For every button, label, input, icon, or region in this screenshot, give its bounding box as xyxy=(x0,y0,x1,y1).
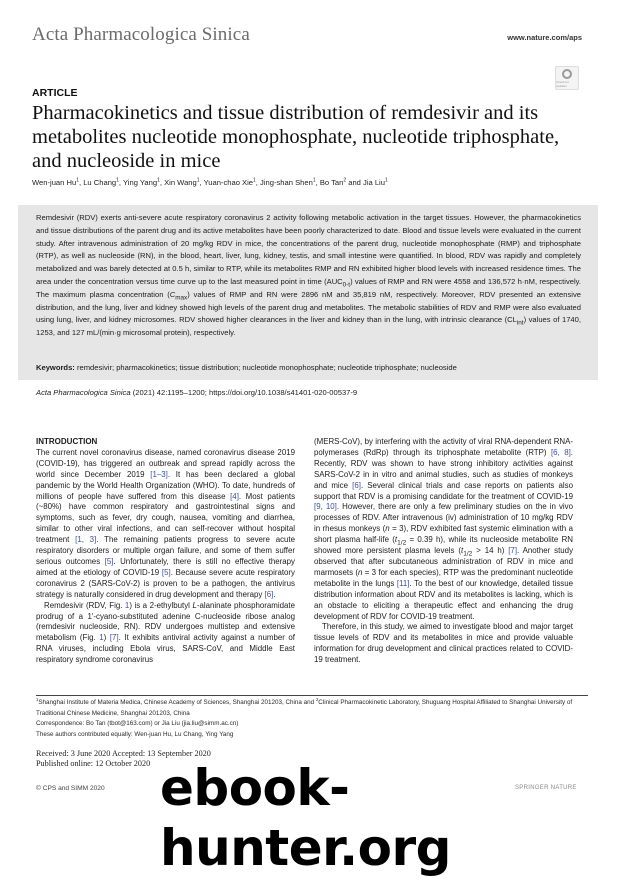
text-run: (MERS-CoV), by interfering with the activity of viral RNA-dependent RNA-polymerases (RdRp) through its triphosphate metabolite (RTP) xyxy=(314,437,573,457)
paragraph: Therefore, in this study, we aimed to investigate blood and major target tissue levels of RDV and its metabolites in mice and provide valuable information for drug development and clinical practices related to COVID-19 treatment. xyxy=(314,622,573,665)
author-name[interactable]: Yuan-chao Xie xyxy=(203,178,254,187)
text-run: -alaninate phosphoramidate prodrug of a 1′-cyano-substituted adenine C-nucleoside ribose analog (remdesivir nucleoside, RN). RDV undergoes multistep and extensive metabolism (Fig. xyxy=(36,600,295,643)
received-accepted-dates: Received: 3 June 2020 Accepted: 13 September 2020 xyxy=(36,749,211,758)
check-for-updates-badge[interactable] xyxy=(555,66,579,90)
author-name[interactable]: Jing-shan Shen xyxy=(260,178,313,187)
text-run: = 3), RDV exhibited fast systemic elimination with a short plasma half-life ( xyxy=(314,524,574,545)
author-affiliation-marker: 1 xyxy=(76,177,79,184)
article-title: Pharmacokinetics and tissue distribution of remdesivir and its metabolites nucleotide monophosphate, nucleotide triphosphate, and nucleoside in mice xyxy=(32,102,560,172)
correspondence: Correspondence: Bo Tan (tbot@163.com) or Jia Liu (jia.liu@simm.ac.cn) xyxy=(36,720,239,727)
cmax-subscript: max xyxy=(175,294,188,302)
text-run: . However, there are only a few preliminary studies on the in vivo processes of RDV. After intravenous (iv) administration of 10 mg/kg RDV in rhesus monkeys ( xyxy=(314,502,574,534)
author-name[interactable]: Bo Tan xyxy=(319,178,344,187)
reference-link[interactable]: [6] xyxy=(352,480,361,490)
reference-link[interactable]: [7] xyxy=(508,546,518,556)
abstract-part: ) values of 1740, 1253, and 127 mL/(min·g microsomal protein), respectively. xyxy=(36,315,581,338)
figure-link[interactable]: 1 xyxy=(124,600,130,610)
cmax-symbol: C xyxy=(169,289,176,299)
reference-link[interactable]: [6, 8] xyxy=(550,447,571,457)
text-run: . It exhibits antiviral activity against a number of RNA viruses, including Ebola virus, SARS-CoV, and Middle East respiratory syndrome coronavirus xyxy=(36,633,295,665)
paragraph xyxy=(314,437,573,622)
crossmark-icon xyxy=(562,69,572,79)
body-column-right xyxy=(314,437,573,666)
crossmark-label: Check for updates xyxy=(556,80,569,88)
reference-link[interactable]: [4] xyxy=(230,491,239,501)
author-name[interactable]: Ying Yang xyxy=(123,178,158,187)
text-run: > 14 h) xyxy=(472,546,509,556)
text-run: . To the best of our knowledge, detailed tissue distribution information about RDV and its metabolites is lacking, which is an obstacle to eliciting a therapeutic effect and enhancing the drug development of RDV for COVID-19 treatment. xyxy=(314,578,573,621)
author-affiliation-marker: 1 xyxy=(157,177,160,184)
article-type-label: ARTICLE xyxy=(32,87,78,99)
italic-run: n xyxy=(358,567,363,577)
equal-contribution-note: These authors contributed equally: Wen-juan Hu, Lu Chang, Ying Yang xyxy=(36,730,234,738)
abstract-part: ) values of RMP and RN were 2896 nM and 35,819 nM, respectively. Moreover, RDV presented an extensive distribution, and the lung, liver and kidney showed high levels of the parent drug and metabolites. The metabolic stabilities of RDV and RMP were also evaluated using lung, liver, and kidney microsomes. RDV showed higher clearances in the liver and kidney than in the lung, with intrinsic clearance (CL xyxy=(36,289,581,325)
watermark-overlay: ebook-hunter.org xyxy=(160,759,451,877)
author-affiliation-marker: 1 xyxy=(116,177,119,184)
copyright-notice: © CPS and SIMM 2020 xyxy=(36,785,105,792)
publisher-logo: SPRINGER NATURE xyxy=(515,785,577,791)
subscript-run: 1/2 xyxy=(397,539,407,547)
text-run: . Another study observed that after subcutaneous administration of RDV in mice and marmosets ( xyxy=(314,546,574,577)
reference-link[interactable]: [6] xyxy=(264,589,274,599)
italic-run: t xyxy=(460,546,464,556)
keywords-list: remdesivir; pharmacokinetics; tissue distribution; nucleotide monophosphate; nucleotide triphosphate; nucleoside xyxy=(76,363,457,372)
published-date: Published online: 12 October 2020 xyxy=(36,759,151,768)
paragraph xyxy=(36,448,295,601)
body-column-left xyxy=(36,437,295,666)
author-name[interactable]: Xin Wang xyxy=(164,178,197,187)
affiliations xyxy=(36,698,596,719)
affiliations-footnote xyxy=(36,698,596,740)
paragraph xyxy=(36,601,295,666)
author-affiliation-marker: 1 xyxy=(253,177,256,184)
section-heading-introduction: INTRODUCTION xyxy=(36,437,98,446)
auc-subscript: 0-t xyxy=(342,281,351,289)
subscript-run: 1/2 xyxy=(463,550,473,558)
citation-doi[interactable]: (2021) 42:1195–1200; https://doi.org/10.1038/s41401-020-00537-9 xyxy=(132,388,358,397)
text-run: . Because severe acute respiratory coronavirus 2 (SARS-CoV-2) is proven to be a pathogen, the antivirus strategy is naturally considered in drug development and therapy xyxy=(36,567,295,599)
citation-journal: Acta Pharmacologica Sinica xyxy=(36,388,131,397)
text-run: ) xyxy=(103,633,110,643)
affiliation-2: Clinical Pharmacokinetic Laboratory, Shuguang Hospital Affiliated to Shanghai University of Traditional Chinese Medicine, Shanghai 201203, China xyxy=(36,699,573,717)
text-run: = 0.39 h), while its nucleoside metabolite RN showed more persistent plasma levels ( xyxy=(314,535,573,556)
author-name[interactable]: Wen-juan Hu xyxy=(32,178,77,187)
reference-link[interactable]: [1, 3] xyxy=(75,535,97,545)
text-run: . The remaining patients progress to severe acute respiratory disorders or multiple organ failure, and some of them suffer serious outcomes xyxy=(36,535,296,566)
text-run: = 3 for each species), RTP was the predominant nucleotide metabolite in the lungs xyxy=(314,567,574,588)
text-run: . Recently, RDV was shown to have strong inhibitory activities against SARS-CoV-2 in in vitro and animal studies, such as studies of monkeys and mice xyxy=(314,447,573,490)
text-run: . xyxy=(273,589,276,599)
author-affiliation-marker: 1 xyxy=(312,177,316,184)
reference-link[interactable]: [7] xyxy=(109,633,119,643)
abstract-part: Remdesivir (RDV) exerts anti-severe acute respiratory coronavirus 2 activity following metabolic activation in the target tissues. However, the pharmacokinetics and tissue distributions of the parent drug and its active metabolites have been poorly characterized to date. Blood and tissue levels were evaluated in the current study. After intravenous administration of 20 mg/kg RDV in mice, the concentrations of the parent drug, nucleotide monophosphate (RMP) and triphosphate (RTP), as well as nucleoside (RN), in the blood, heart, liver, lung, kidney, testis, and small intestine were quantified. In blood, RDV was rapidly and completely metabolized and was barely detected at 0.5 h, similar to RTP, while its metabolites RMP and RN exhibited higher blood levels with increased residence times. The area under the concentration versus time curve up to the last measured point in time (AUC xyxy=(36,213,581,286)
citation xyxy=(36,388,586,397)
reference-link[interactable]: [9, 10] xyxy=(314,502,337,512)
reference-link[interactable]: [1–3] xyxy=(150,469,168,479)
keywords-label: Keywords: xyxy=(36,363,75,372)
italic-run: L xyxy=(192,600,197,610)
author-name[interactable]: Lu Chang xyxy=(83,178,117,187)
reference-link[interactable]: [5] xyxy=(161,567,171,577)
journal-name: Acta Pharmacologica Sinica xyxy=(32,24,250,45)
text-run: . It has been declared a global pandemic by the World Health Organization (WHO). To date, hundreds of millions of people have suffered from this disease xyxy=(36,469,295,501)
text-run: . Most patients (~80%) have common respiratory and gastrointestinal signs and symptoms, such as fever, dry cough, nausea, vomiting and diarrhea, similar to other viral infections, and can self-recover without hospital treatment xyxy=(36,491,296,545)
affiliation-marker: 1 xyxy=(36,696,39,702)
author-affiliation-marker: 1 xyxy=(384,177,388,184)
affiliation-marker: 2 xyxy=(315,696,319,702)
author-affiliation-marker: 2 xyxy=(343,177,347,184)
footnote-divider xyxy=(36,695,588,696)
italic-run: t xyxy=(394,535,398,545)
text-run: Remdesivir (RDV, Fig. xyxy=(44,600,125,610)
text-run: The current novel coronavirus disease, named coronavirus disease 2019 (COVID-19), has triggered an outbreak and spread rapidly across the world since December 2019 xyxy=(36,447,295,479)
affiliation-1: Shanghai Institute of Materia Medica, Chinese Academy of Sciences, Shanghai 201203, China and xyxy=(38,699,316,706)
figure-link[interactable]: 1 xyxy=(99,633,104,643)
text-run: ) is a 2-ethylbutyl xyxy=(129,600,193,610)
keywords xyxy=(36,363,586,372)
author-name[interactable]: Jia Liu xyxy=(363,178,385,187)
journal-website-link[interactable]: www.nature.com/aps xyxy=(507,33,582,42)
italic-run: n xyxy=(385,524,390,534)
reference-link[interactable]: [5] xyxy=(104,556,114,566)
abstract-part: ) values of RMP and RN were 4558 and 136,572 h·nM, respectively. The maximum plasma concentration ( xyxy=(36,276,582,299)
author-affiliation-marker: 1 xyxy=(196,177,200,184)
text-run: . Several clinical trials and case reports on patients also support that RDV is a promising candidate for the treatment of COVID-19 xyxy=(314,480,573,501)
text-run: . Unfortunately, there is still no effective therapy aimed at the etiology of COVID-19 xyxy=(36,556,296,577)
author-list: Wen-juan Hu$^1$, Lu Chang$^1$, Ying Yang$^1$, Xin Wang$^1$, Yuan-chao Xie$^1$, Jing-shan Shen$^1$, Bo Tan$^2$ and Jia Liu$^1$ xyxy=(32,177,388,187)
abstract-text xyxy=(36,212,581,340)
clint-subscript: int xyxy=(516,319,524,327)
reference-link[interactable]: [11] xyxy=(396,578,410,588)
